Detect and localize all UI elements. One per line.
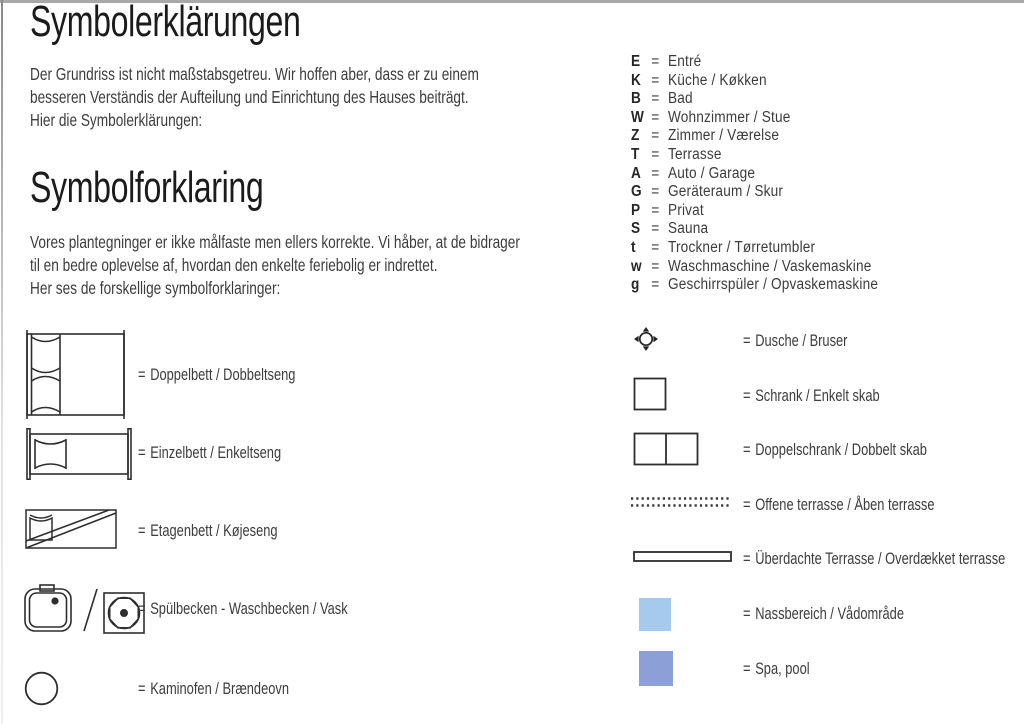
- legend-label-wood-stove: [138, 680, 332, 699]
- equals-sign: =: [651, 276, 660, 294]
- letter-label: Geschirrspüler / Opvaskemaskine: [667, 276, 879, 294]
- letter-row: [631, 72, 878, 91]
- double-bed-icon: [24, 330, 128, 420]
- intro-danish-line3: Her ses de forskellige symbolforklaringer:: [30, 277, 281, 298]
- intro-danish-line1: Vores plantegninger er ikke målfaste men ellers korrekte. Vi håber, at de bidrager: [30, 232, 520, 252]
- wood-stove-icon: [24, 671, 60, 707]
- bunk-bed-icon: [24, 506, 120, 552]
- label-text: Offene terrasse / Åben terrasse: [755, 496, 935, 514]
- equals-sign: =: [651, 108, 660, 126]
- equals-sign: =: [651, 164, 660, 182]
- equals-sign: =: [651, 201, 660, 219]
- letter-row: [631, 202, 878, 221]
- equals-sign: =: [651, 127, 660, 145]
- letter-label: Auto / Garage: [667, 164, 756, 182]
- equals-sign: =: [651, 257, 660, 275]
- label-text: Überdachte Terrasse / Overdækket terrasse: [755, 550, 1006, 568]
- legend-label-covered-terrace: [743, 550, 1024, 569]
- intro-german-line2: besseren Verständis der Aufteilung und Einrichtung des Hauses beiträgt.: [30, 86, 469, 107]
- letter-label: Geräteraum / Skur: [667, 183, 784, 201]
- letter-key: B: [631, 90, 642, 108]
- letter-key: Z: [631, 127, 640, 145]
- shower-icon: [634, 327, 658, 351]
- letter-row: [631, 258, 878, 277]
- equals-sign: =: [138, 366, 146, 384]
- label-text: Nassbereich / Vådområde: [755, 605, 904, 623]
- letter-row: [631, 276, 878, 295]
- page-title-german: Symbolerklärungen: [30, 0, 301, 46]
- covered-terrace-icon: [633, 550, 733, 564]
- letter-key: t: [631, 238, 636, 256]
- label-text: Spa, pool: [755, 660, 810, 678]
- label-text: Kaminofen / Brændeovn: [150, 680, 290, 698]
- legend-label-spa-pool: [743, 660, 828, 679]
- letter-label: Privat: [667, 201, 704, 219]
- legend-label-single-bed: [138, 444, 322, 463]
- equals-sign: =: [651, 183, 660, 201]
- letter-label: Küche / Køkken: [667, 71, 767, 89]
- legend-label-double-cabinet: [743, 441, 979, 460]
- intro-danish-line2: til en bedre oplevelse af, hvordan den enkelte feriebolig er indrettet.: [30, 254, 438, 275]
- double-cabinet-icon: [633, 432, 699, 466]
- letter-key: P: [631, 201, 641, 219]
- letter-label: Zimmer / Værelse: [667, 127, 780, 145]
- letter-legend: [631, 53, 912, 295]
- legend-label-open-terrace: [743, 496, 989, 515]
- sink-washbasin-icon: [22, 582, 148, 636]
- letter-label: Wohnzimmer / Stue: [667, 108, 791, 126]
- equals-sign: =: [743, 496, 751, 514]
- letter-key: A: [631, 164, 642, 182]
- equals-sign: =: [138, 680, 146, 698]
- single-bed-icon: [24, 428, 134, 480]
- equals-sign: =: [138, 600, 146, 618]
- page-title-danish: Symbolforklaring: [30, 163, 264, 212]
- letter-row: [631, 183, 878, 202]
- letter-row: [631, 109, 878, 128]
- open-terrace-icon: [631, 496, 731, 510]
- page-left-edge: [1, 0, 3, 724]
- letter-key: T: [631, 145, 640, 163]
- letter-row: [631, 90, 878, 109]
- intro-german-line3: Hier die Symbolerklärungen:: [30, 109, 203, 130]
- legend-label-single-cabinet: [743, 387, 918, 406]
- letter-key: W: [631, 108, 645, 126]
- equals-sign: =: [138, 522, 146, 540]
- equals-sign: =: [743, 660, 751, 678]
- equals-sign: =: [651, 145, 660, 163]
- legend-label-double-bed: [138, 366, 340, 385]
- equals-sign: =: [651, 90, 660, 108]
- letter-label: Trockner / Tørretumbler: [667, 238, 816, 256]
- intro-german-line1: Der Grundriss ist nicht maßstabsgetreu. Wir hoffen aber, dass er zu einem: [30, 64, 479, 84]
- spa-pool-icon: [639, 651, 673, 686]
- legend-label-sink: [138, 600, 407, 619]
- intro-german: [30, 63, 605, 131]
- equals-sign: =: [651, 238, 660, 256]
- letter-row: [631, 53, 878, 72]
- letter-key: g: [631, 276, 640, 294]
- equals-sign: =: [138, 444, 146, 462]
- letter-row: [631, 146, 878, 165]
- letter-key: G: [631, 183, 642, 201]
- letter-label: Entré: [667, 53, 702, 70]
- label-text: Doppelbett / Dobbeltseng: [150, 366, 296, 384]
- letter-row: [631, 127, 878, 146]
- letter-key: E: [631, 53, 641, 70]
- letter-label: Bad: [667, 90, 693, 108]
- letter-key: K: [631, 71, 642, 89]
- intro-danish: [30, 231, 658, 299]
- legend-label-wet-area: [743, 605, 949, 624]
- letter-label: Sauna: [667, 220, 709, 238]
- label-text: Etagenbett / Køjeseng: [150, 522, 278, 540]
- letter-row: [631, 165, 878, 184]
- equals-sign: =: [651, 53, 660, 70]
- equals-sign: =: [743, 332, 751, 350]
- label-text: Schrank / Enkelt skab: [755, 387, 880, 405]
- letter-row: [631, 239, 878, 258]
- letter-label: Waschmaschine / Vaskemaskine: [667, 257, 872, 275]
- single-cabinet-icon: [633, 377, 667, 411]
- equals-sign: =: [743, 605, 751, 623]
- label-text: Dusche / Bruser: [755, 332, 848, 350]
- letter-row: [631, 220, 878, 239]
- equals-sign: =: [743, 550, 751, 568]
- label-text: Doppelschrank / Dobbelt skab: [755, 441, 927, 459]
- equals-sign: =: [651, 220, 660, 238]
- wet-area-icon: [639, 598, 671, 631]
- letter-label: Terrasse: [667, 145, 722, 163]
- letter-key: S: [631, 220, 641, 238]
- label-text: Einzelbett / Enkeltseng: [150, 444, 282, 462]
- equals-sign: =: [743, 441, 751, 459]
- equals-sign: =: [651, 71, 660, 89]
- equals-sign: =: [743, 387, 751, 405]
- label-text: Spülbecken - Waschbecken / Vask: [150, 600, 348, 618]
- legend-label-shower: [743, 332, 877, 351]
- legend-label-bunk-bed: [138, 522, 317, 541]
- letter-key: w: [631, 257, 642, 275]
